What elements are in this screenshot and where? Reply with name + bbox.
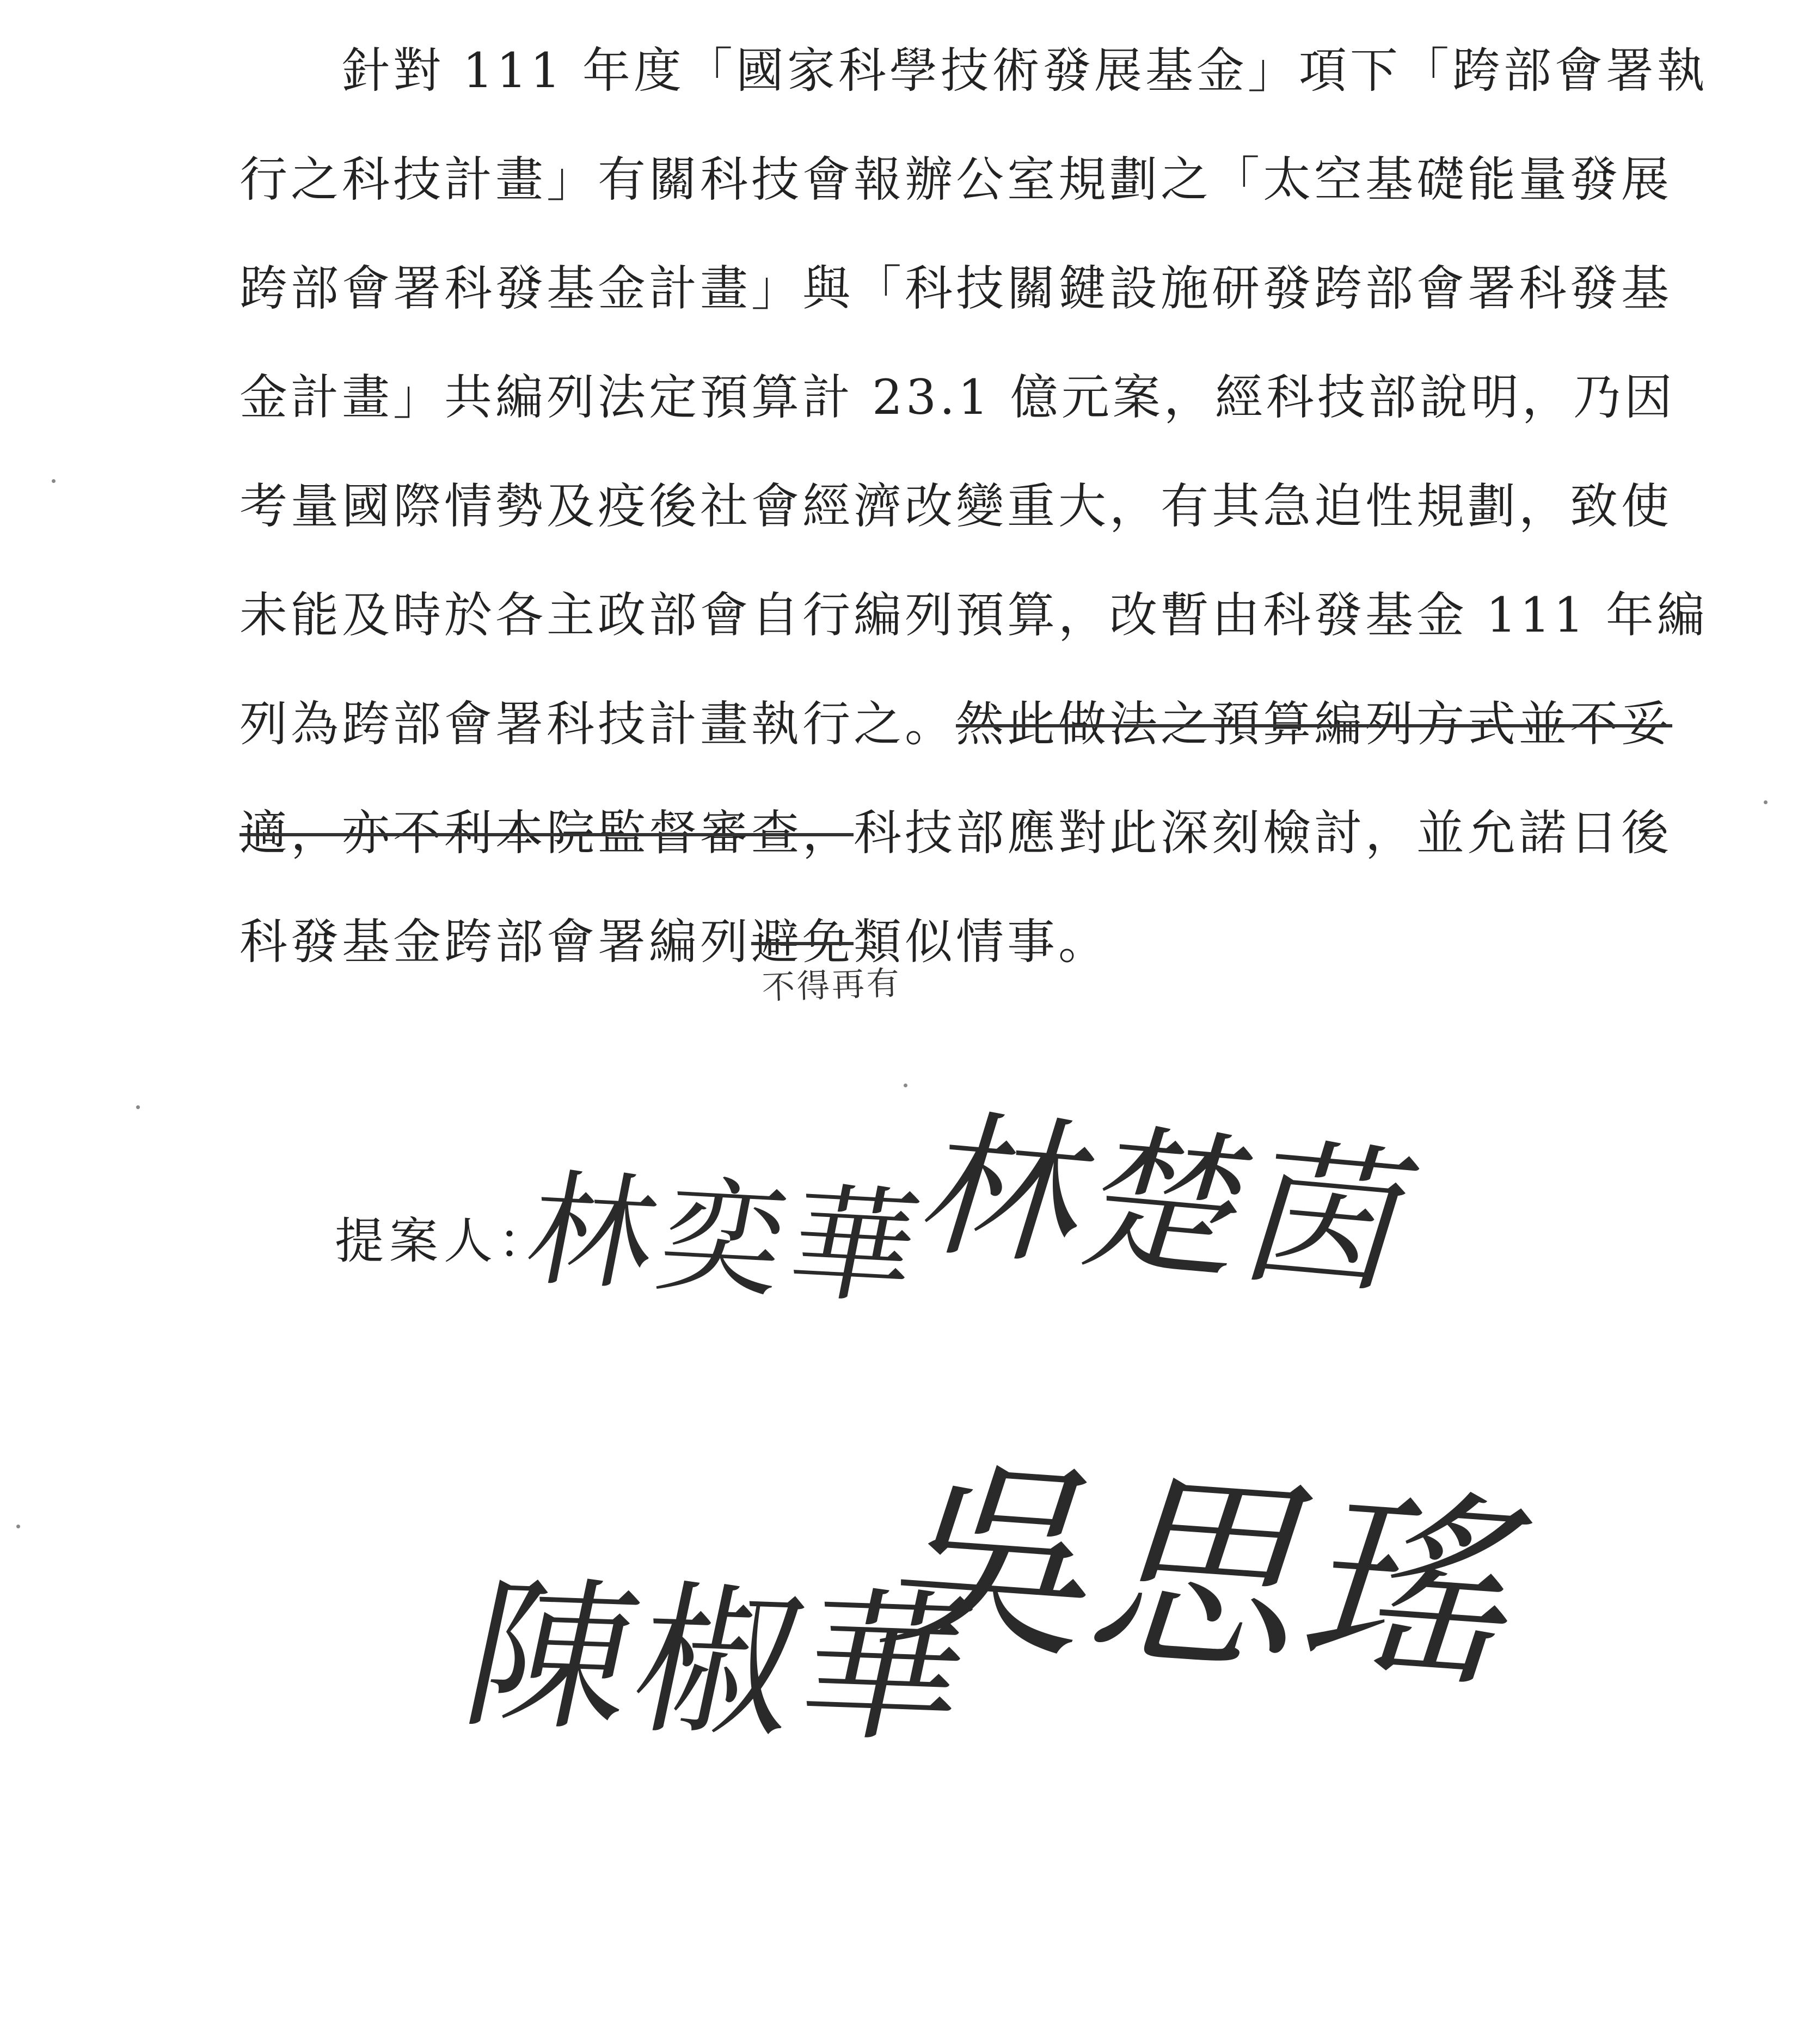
body-line-9-after: 類似情事。	[854, 914, 1110, 970]
scan-speck	[1764, 800, 1768, 804]
body-line-2: 行之科技計畫」有關科技會報辦公室規劃之「太空基礎能量發展	[240, 151, 1673, 207]
body-line-9-before: 科發基金跨部會署編列	[240, 914, 752, 970]
signature-4	[860, 1436, 1563, 1717]
body-line-6: 未能及時於各主政部會自行編列預算，改暫由科發基金 111 年編	[240, 587, 1708, 643]
amendment-mark	[751, 909, 903, 1007]
signature-2-text: 林楚茵	[903, 1094, 1440, 1317]
struck-text: 適，亦不利本院監督審查，	[240, 805, 854, 861]
body-line-5: 考量國際情勢及疫後社會經濟改變重大，有其急迫性規劃，致使	[240, 478, 1673, 534]
body-line-7-text: 列為跨部會署科技計畫執行之。	[240, 696, 956, 752]
handwritten-insertion: 不得再有	[761, 964, 903, 1007]
struck-text: 避免	[751, 914, 854, 970]
body-line-1: 針對 111 年度「國家科學技術發展基金」項下「跨部會署執	[240, 42, 1708, 99]
body-line-8	[240, 800, 1672, 866]
signature-4-text: 吳思瑤	[860, 1436, 1562, 1717]
scan-speck	[904, 1084, 907, 1087]
proposer-label: 提案人：	[335, 1213, 553, 1270]
scan-speck	[16, 1525, 20, 1528]
body-line-9	[240, 909, 1110, 1007]
body-line-4: 金計畫」共編列法定預算計 23.1 億元案，經科技部說明，乃因	[240, 369, 1676, 425]
scan-speck	[52, 479, 56, 483]
body-line-8-text: 科技部應對此深刻檢討，並允諾日後	[854, 805, 1673, 861]
body-line-7	[240, 691, 1672, 757]
body-line-3: 跨部會署科發基金計畫」與「科技關鍵設施研發跨部會署科發基	[240, 260, 1673, 316]
signature-2	[903, 1094, 1441, 1317]
signature-1-text: 林奕華	[516, 1157, 935, 1323]
scan-speck	[136, 1105, 140, 1109]
signature-1	[516, 1154, 936, 1323]
struck-text: 然此做法之預算編列方式並不妥	[956, 696, 1673, 752]
signature-3-text: 陳椒華	[450, 1560, 990, 1766]
